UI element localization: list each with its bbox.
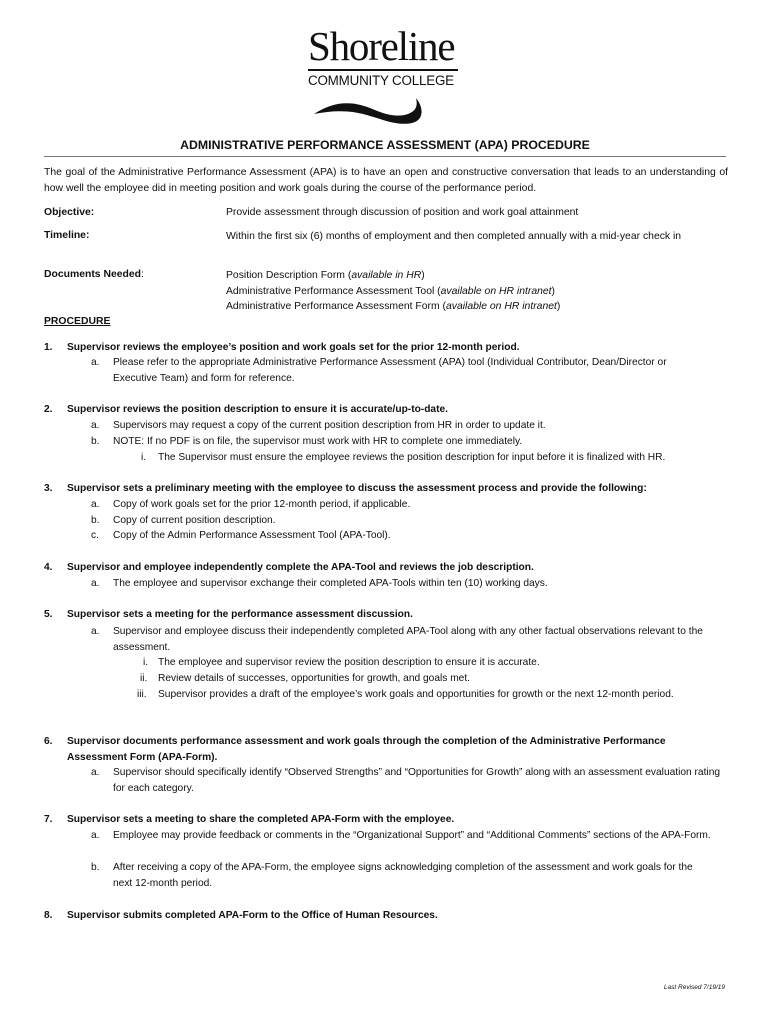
subsub-marker: i. [143, 657, 149, 668]
step-text: Supervisor reviews the position description to ensure it is accurate/up-to-date. [67, 404, 448, 415]
sub-marker: a. [91, 626, 100, 637]
intro-paragraph: The goal of the Administrative Performance Assessment (APA) is to have an open and constructive conversation that leads to an understanding of how well the employee did in meeting position and work goals during the course of the performance period. [44, 167, 728, 194]
step-text: Supervisor documents performance assessment and work goals through the completion of the Administrative Performance Assessment Form (APA-Form). [67, 736, 666, 763]
sub-text: Copy of current position description. [113, 515, 276, 526]
sub-text: Supervisors may request a copy of the current position description from HR in order to update it. [113, 420, 546, 431]
sub-text: NOTE: If no PDF is on file, the supervisor must work with HR to complete one immediately. [113, 436, 523, 447]
objective-label: Objective: [44, 207, 95, 218]
sub-marker: b. [91, 862, 100, 873]
document-item: Position Description Form (available in HR) [226, 270, 425, 281]
title-divider [44, 156, 726, 157]
step-text: Supervisor reviews the employee’s position and work goals set for the prior 12-month period. [67, 342, 520, 353]
sub-marker: b. [91, 515, 100, 526]
sub-marker: a. [91, 578, 100, 589]
document-item: Administrative Performance Assessment Form (available on HR intranet) [226, 301, 561, 312]
logo-subtitle: COMMUNITY COLLEGE [308, 73, 454, 88]
sub-text: Supervisor and employee discuss their independently completed APA-Tool along with any other factual observations relevant to the assessment. [113, 626, 703, 653]
subsub-text: Review details of successes, opportunities for growth, and goals met. [158, 673, 471, 684]
step-number: 1. [44, 342, 53, 353]
sub-text: Copy of the Admin Performance Assessment Tool (APA-Tool). [113, 530, 391, 541]
step-number: 3. [44, 483, 53, 494]
last-revised: Last Revised 7/19/19 [663, 984, 725, 991]
document-item: Administrative Performance Assessment Tool (available on HR intranet) [226, 286, 556, 297]
subsub-marker: ii. [140, 673, 148, 684]
step-number: 7. [44, 814, 53, 825]
page-title: ADMINISTRATIVE PERFORMANCE ASSESSMENT (APA) PROCEDURE [180, 138, 590, 152]
subsub-text: The employee and supervisor review the position description to ensure it is accurate. [158, 657, 540, 668]
step-text: Supervisor and employee independently complete the APA-Tool and reviews the job description. [67, 562, 534, 573]
subsub-marker: iii. [137, 689, 147, 700]
step-text: Supervisor submits completed APA-Form to the Office of Human Resources. [67, 910, 438, 921]
step-number: 5. [44, 609, 53, 620]
step-text: Supervisor sets a preliminary meeting with the employee to discuss the assessment process and provide the following: [67, 483, 647, 494]
wave-icon [312, 92, 462, 126]
sub-marker: c. [91, 530, 99, 541]
sub-text: Supervisor should specifically identify “Observed Strengths” and “Opportunities for Growth” along with an assessment evaluation rating for each category. [113, 767, 721, 794]
timeline-label: Timeline: [44, 230, 90, 241]
sub-marker: a. [91, 357, 100, 368]
step-text: Supervisor sets a meeting for the performance assessment discussion. [67, 609, 413, 620]
objective-value: Provide assessment through discussion of position and work goal attainment [226, 207, 579, 218]
step-number: 4. [44, 562, 53, 573]
step-number: 6. [44, 736, 53, 747]
timeline-value: Within the first six (6) months of employment and then completed annually with a mid-year check in [226, 231, 682, 242]
sub-marker: a. [91, 499, 100, 510]
step-number: 8. [44, 910, 53, 921]
logo-name: Shoreline [308, 23, 455, 69]
sub-marker: a. [91, 420, 100, 431]
sub-text: The employee and supervisor exchange their completed APA-Tools within ten (10) working days. [113, 578, 548, 589]
subsub-marker: i. [141, 452, 147, 463]
subsub-text: The Supervisor must ensure the employee reviews the position description for input before it is finalized with HR. [158, 452, 666, 463]
sub-text: Employee may provide feedback or comments in the “Organizational Support” and “Additional Comments” sections of the APA-Form. [113, 830, 711, 841]
documents-label: Documents Needed: [44, 269, 144, 280]
sub-marker: a. [91, 830, 100, 841]
sub-text: After receiving a copy of the APA-Form, the employee signs acknowledging completion of the assessment and work goals for the next 12-month period. [113, 862, 693, 889]
step-number: 2. [44, 404, 53, 415]
subsub-text: Supervisor provides a draft of the employee’s work goals and opportunities for growth or the next 12-month period. [158, 689, 674, 700]
college-logo [306, 23, 466, 126]
logo-divider [308, 69, 458, 71]
sub-marker: a. [91, 767, 100, 778]
sub-text: Please refer to the appropriate Administrative Performance Assessment (APA) tool (Individual Contributor, Dean/Director or Executive Team) and form for reference. [113, 357, 667, 384]
sub-text: Copy of work goals set for the prior 12-month period, if applicable. [113, 499, 411, 510]
procedure-heading: PROCEDURE [44, 316, 111, 327]
sub-marker: b. [91, 436, 100, 447]
step-text: Supervisor sets a meeting to share the completed APA-Form with the employee. [67, 814, 455, 825]
